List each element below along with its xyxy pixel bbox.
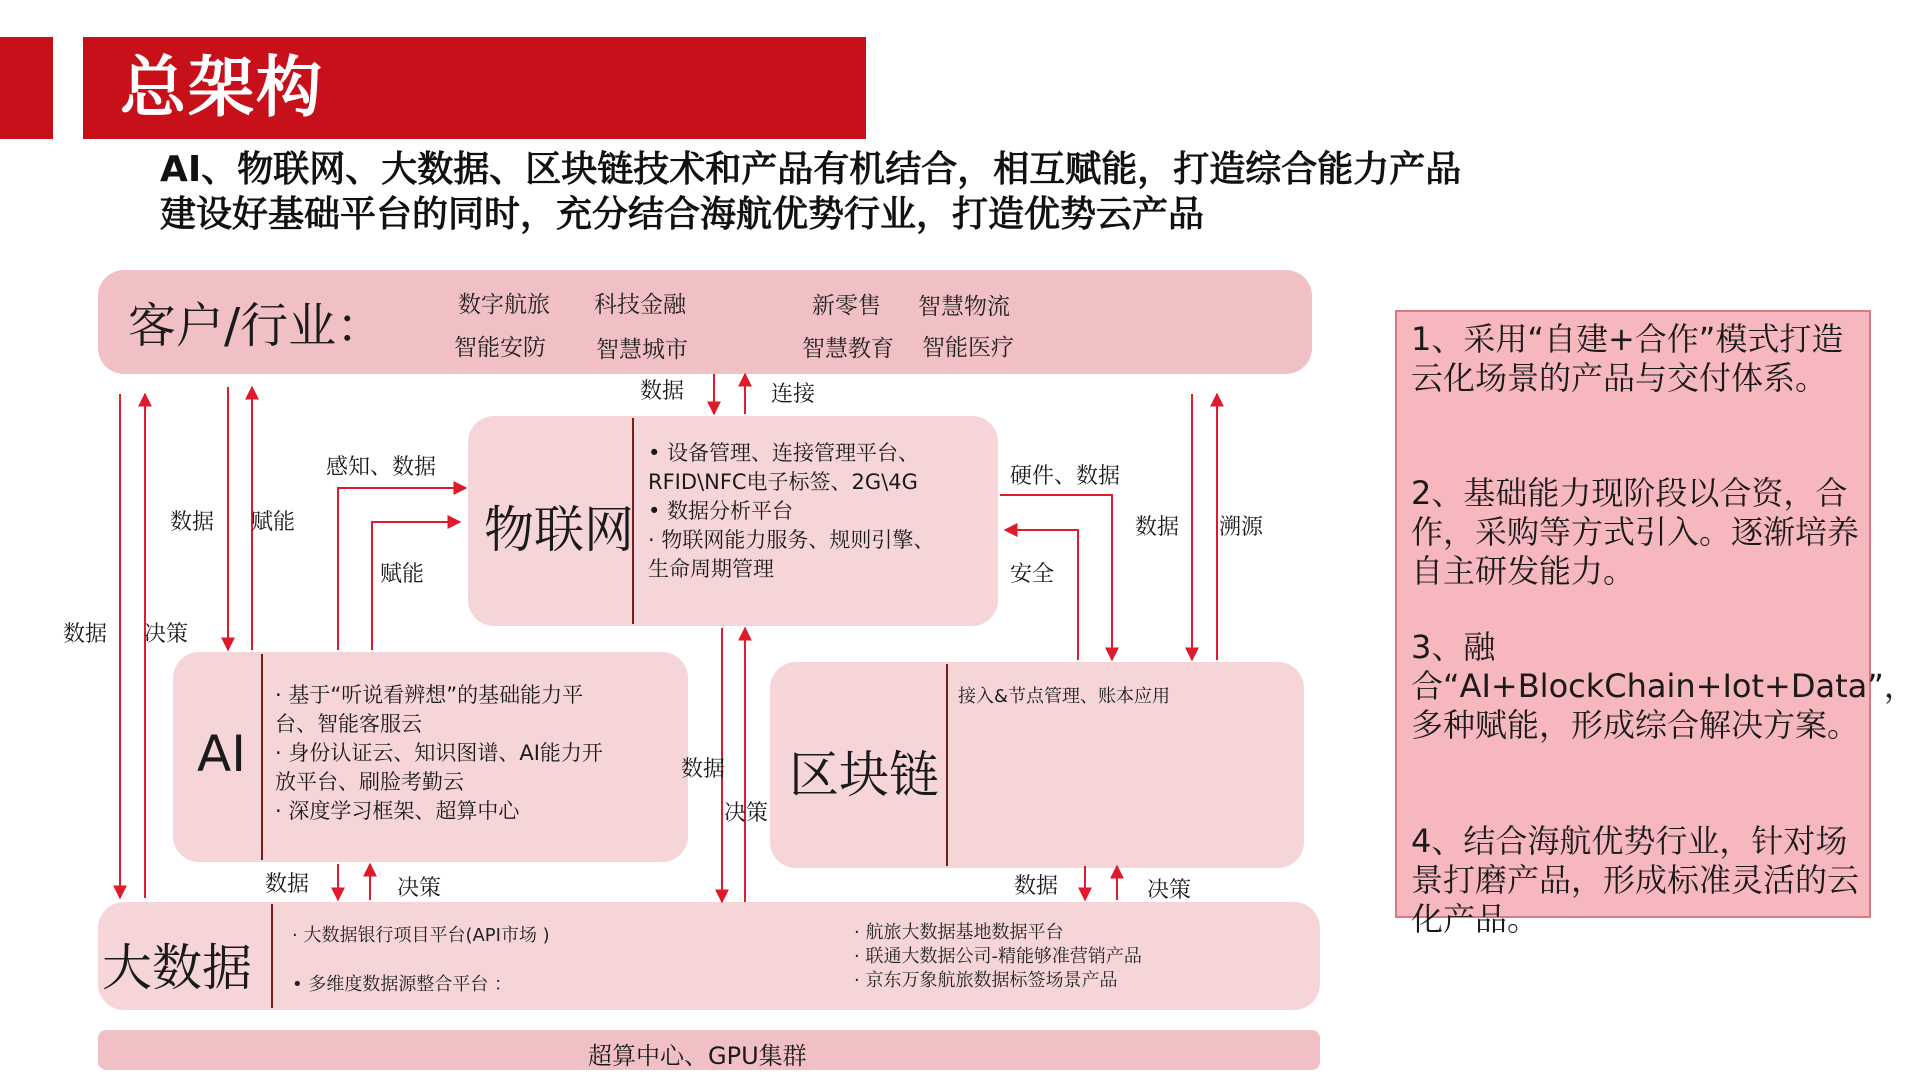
page-title: 总架构 <box>120 49 324 126</box>
industry-item: 科技金融 <box>594 292 686 318</box>
flow-label: 赋能 <box>380 562 425 587</box>
ai-feature: · 身份认证云、知识图谱、AI能力开 <box>275 741 603 765</box>
note-item: 1、采用“自建+合作”模式打造云化场景的产品与交付体系。 <box>1411 320 1844 398</box>
iot-label: 物联网 <box>484 501 634 559</box>
iot-feature: · 物联网能力服务、规则引擎、 <box>648 528 935 552</box>
flow-label: 数据 <box>1014 874 1059 899</box>
flow-label: 数据 <box>170 510 215 535</box>
subtitle-line-2: 建设好基础平台的同时，充分结合海航优势行业，打造优势云产品 <box>160 194 1205 235</box>
bigdata-item: · 航旅大数据基地数据平台 <box>854 922 1064 943</box>
bigdata-item: · 大数据银行项目平台(API市场 ) <box>292 925 550 946</box>
iot-feature: • 数据分析平台 <box>648 499 794 523</box>
flow-label: 决策 <box>144 622 189 647</box>
iot-feature: • 设备管理、连接管理平台、 <box>648 441 920 465</box>
industry-item: 智能医疗 <box>922 335 1014 361</box>
ai-feature: · 基于“听说看辨想”的基础能力平 <box>275 683 584 707</box>
ai-label: AI <box>197 725 246 783</box>
flow-label: 数据 <box>640 379 685 404</box>
flow-label: 决策 <box>724 801 769 826</box>
iot-feature: RFID\NFC电子标签、2G\4G <box>648 470 918 494</box>
industry-item: 新零售 <box>812 293 881 319</box>
flow-label: 赋能 <box>251 510 296 535</box>
ai-feature: 台、智能客服云 <box>275 712 422 736</box>
blockchain-feature: 接入&节点管理、账本应用 <box>958 686 1171 707</box>
industry-item: 智慧城市 <box>596 337 688 363</box>
blockchain-label: 区块链 <box>789 746 939 804</box>
flow-label: 安全 <box>1010 562 1055 587</box>
infrastructure-label: 超算中心、GPU集群 <box>588 1042 807 1070</box>
industry-item: 智慧教育 <box>802 336 894 362</box>
bigdata-item: · 京东万象航旅数据标签场景产品 <box>854 970 1118 991</box>
subtitle-line-1: AI、物联网、大数据、区块链技术和产品有机结合，相互赋能，打造综合能力产品 <box>160 149 1462 190</box>
flow-label: 数据 <box>63 622 108 647</box>
bigdata-item: • 多维度数据源整合平台 ： <box>292 974 513 995</box>
flow-label: 数据 <box>681 757 726 782</box>
note-item: 4、结合海航优势行业，针对场景打磨产品，形成标准灵活的云化产品。 <box>1411 822 1860 939</box>
note-item: 2、基础能力现阶段以合资，合作，采购等方式引入。逐渐培养自主研发能力。 <box>1411 474 1860 591</box>
customer-industry-label: 客户/行业： <box>128 298 385 354</box>
iot-feature: 生命周期管理 <box>648 557 774 581</box>
flow-label: 数据 <box>1135 515 1180 540</box>
ai-feature: 放平台、刷脸考勤云 <box>275 770 464 794</box>
flow-label: 数据 <box>265 872 310 897</box>
industry-item: 智慧物流 <box>918 294 1010 320</box>
flow-label: 感知、数据 <box>326 455 437 480</box>
bigdata-label: 大数据 <box>102 939 252 997</box>
note-item: 3、融合“AI+BlockChain+Iot+Data”，多种赋能，形成综合解决方案。 <box>1411 628 1916 745</box>
flow-label: 连接 <box>771 382 816 407</box>
flow-label: 硬件、数据 <box>1010 464 1121 489</box>
bigdata-item: · 联通大数据公司-精能够准营销产品 <box>854 946 1142 967</box>
flow-label: 决策 <box>397 876 442 901</box>
flow-label: 决策 <box>1147 878 1192 903</box>
arrow-security <box>1005 530 1078 660</box>
ai-feature: · 深度学习框架、超算中心 <box>275 799 520 823</box>
industry-item: 数字航旅 <box>458 292 550 318</box>
industry-item: 智能安防 <box>454 335 546 361</box>
flow-label: 溯源 <box>1219 515 1264 540</box>
